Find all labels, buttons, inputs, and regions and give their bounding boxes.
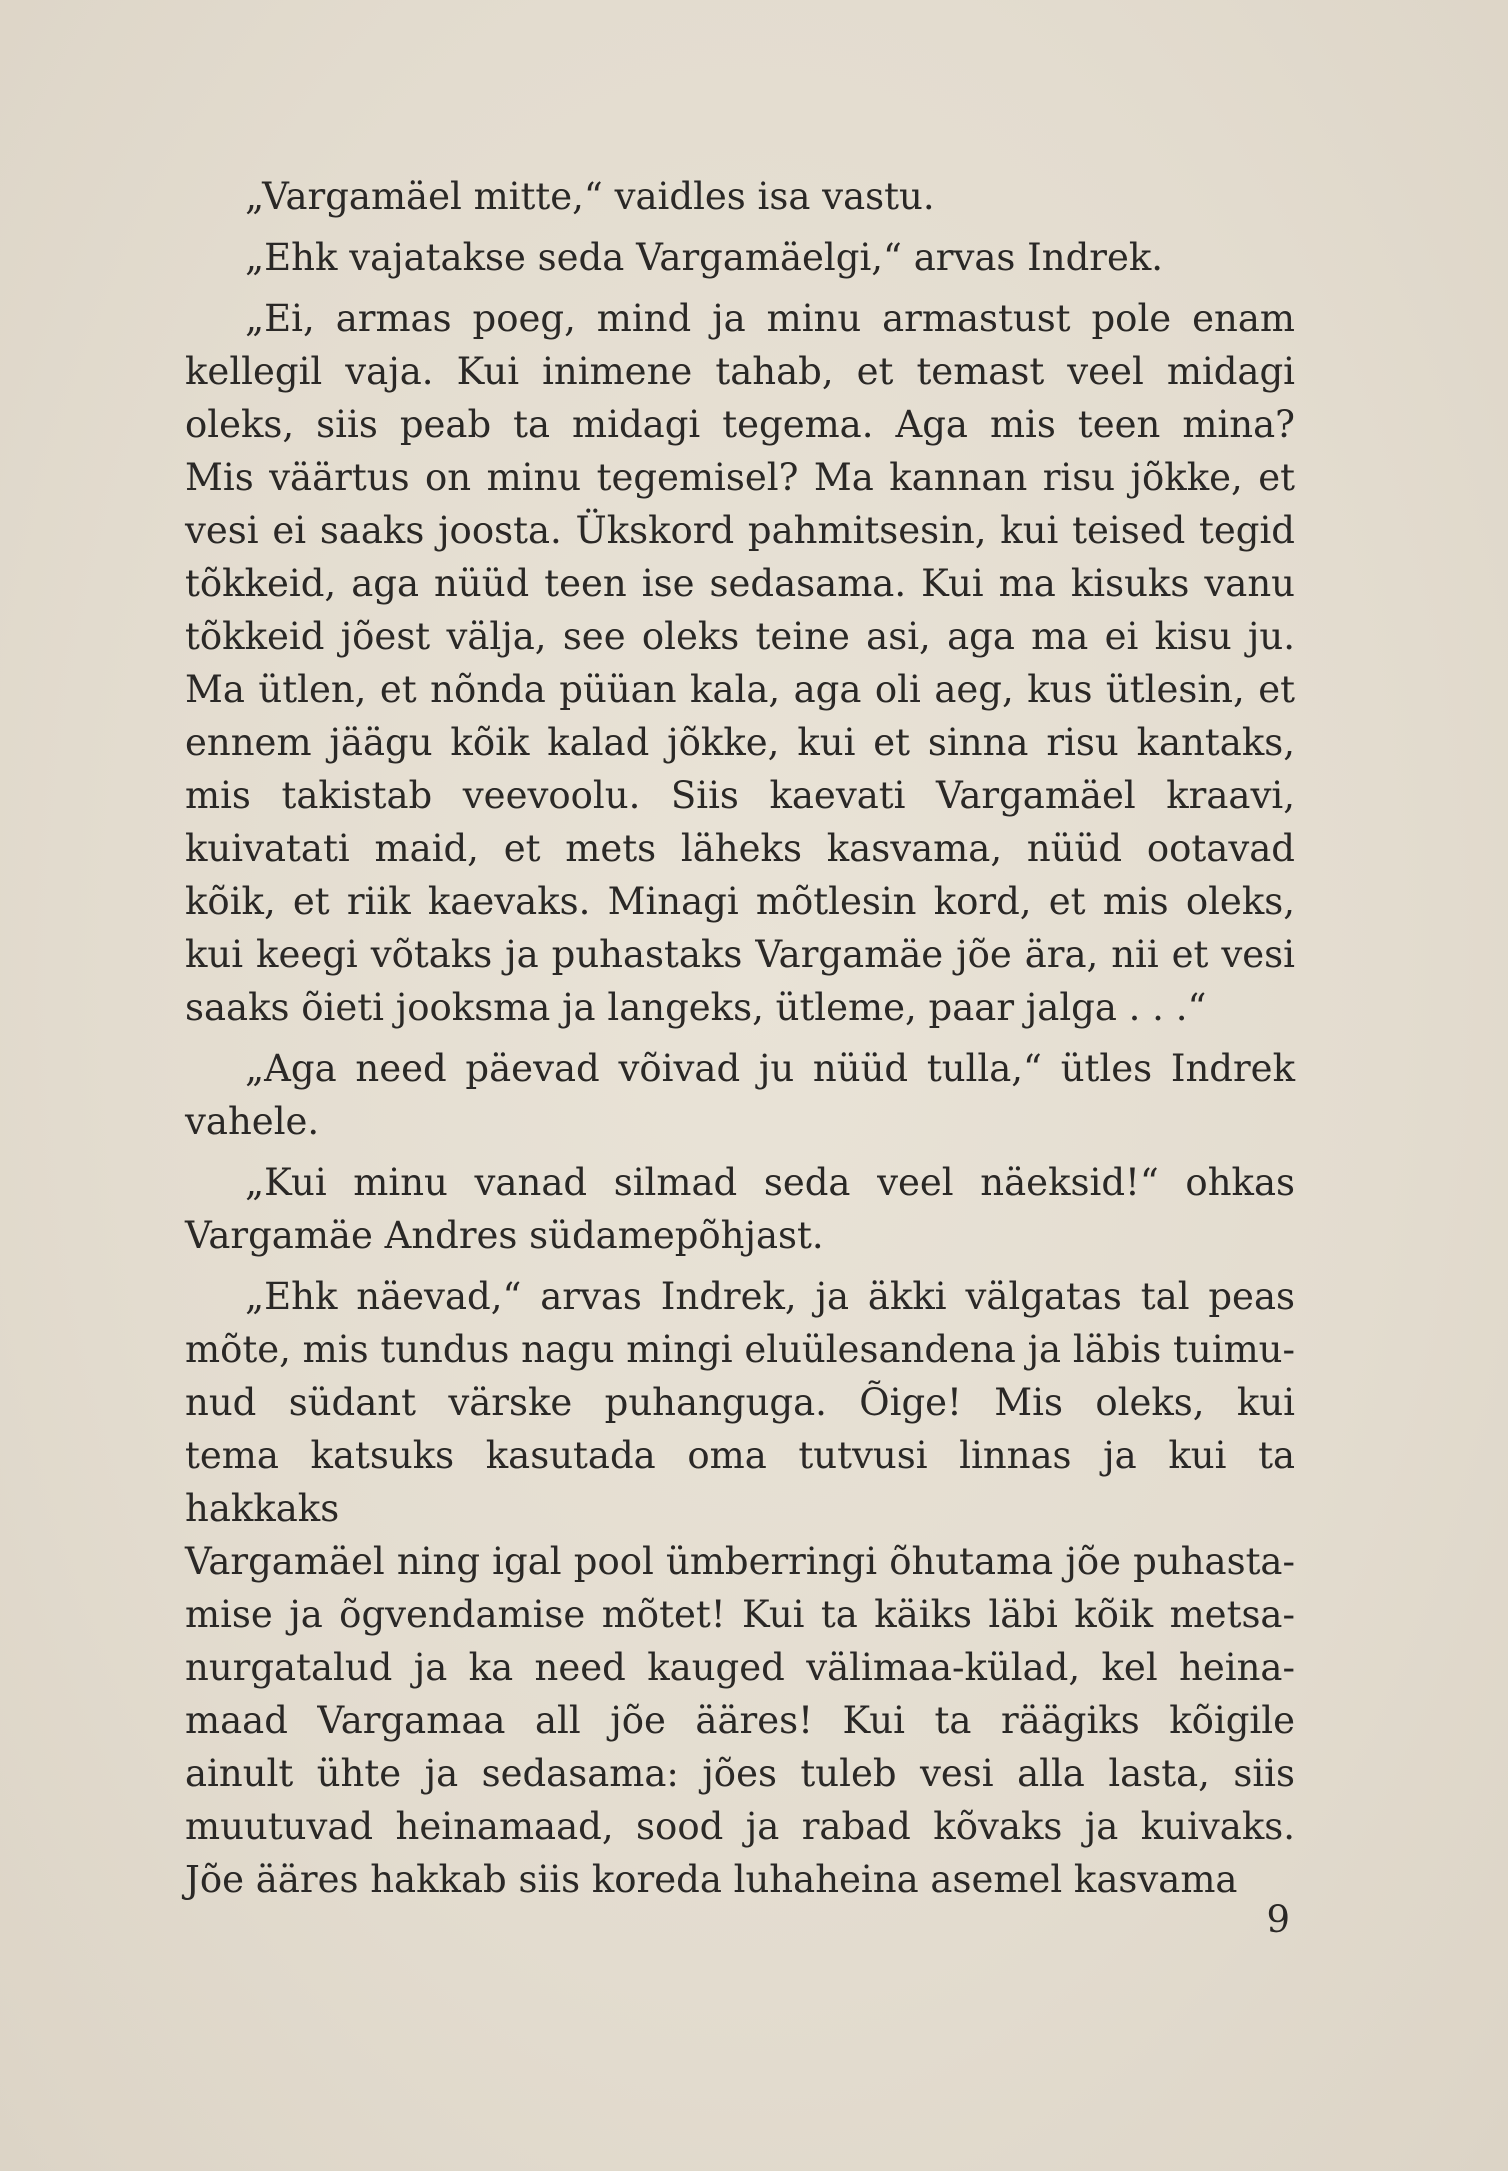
text-line: kui keegi võtaks ja puhastaks Vargamäe jõe ära, nii et vesi: [185, 933, 1295, 976]
page-number: 9: [1266, 1898, 1290, 1941]
text-line: muutuvad heinamaad, sood ja rabad kõvaks ja kuivaks.: [185, 1805, 1295, 1848]
text-line: kellegil vaja. Kui inimene tahab, et temast veel midagi: [185, 350, 1295, 393]
text-line: „Aga need päevad võivad ju nüüd tulla,“ ütles Indrek: [245, 1047, 1295, 1090]
body-text: [185, 170, 1295, 1914]
paragraph: [185, 1042, 1295, 1148]
text-line: maad Vargamaa all jõe ääres! Kui ta räägiks kõigile: [185, 1699, 1295, 1742]
text-line: vesi ei saaks joosta. Ükskord pahmitsesin, kui teised tegid: [185, 509, 1295, 552]
text-line: kuivatati maid, et mets läheks kasvama, nüüd ootavad: [185, 827, 1295, 870]
text-line: „Ehk vajatakse seda Vargamäelgi,“ arvas Indrek.: [245, 236, 1164, 279]
text-line: Vargamäel ning igal pool ümberringi õhutama jõe puhasta-: [185, 1540, 1295, 1583]
text-line: „Ehk näevad,“ arvas Indrek, ja äkki välgatas tal peas: [245, 1275, 1295, 1318]
paragraph: [185, 1156, 1295, 1262]
text-line: Ma ütlen, et nõnda püüan kala, aga oli aeg, kus ütlesin, et: [185, 668, 1295, 711]
text-line: ainult ühte ja sedasama: jões tuleb vesi alla lasta, siis: [185, 1752, 1295, 1795]
paragraph: [185, 170, 1295, 223]
text-line: nurgatalud ja ka need kauged välimaa-külad, kel heina-: [185, 1646, 1295, 1689]
text-line: tema katsuks kasutada oma tutvusi linnas ja kui ta hakkaks: [185, 1434, 1295, 1530]
text-line: ennem jäägu kõik kalad jõkke, kui et sinna risu kantaks,: [185, 721, 1295, 764]
text-line: kõik, et riik kaevaks. Minagi mõtlesin kord, et mis oleks,: [185, 880, 1295, 923]
text-line: saaks õieti jooksma ja langeks, ütleme, paar jalga . . .“: [185, 986, 1207, 1029]
text-line: mis takistab veevoolu. Siis kaevati Vargamäel kraavi,: [185, 774, 1295, 817]
text-line: „Vargamäel mitte,“ vaidles isa vastu.: [245, 175, 935, 218]
text-line: mise ja õgvendamise mõtet! Kui ta käiks läbi kõik metsa-: [185, 1593, 1295, 1636]
text-line: oleks, siis peab ta midagi tegema. Aga mis teen mina?: [185, 403, 1295, 446]
paragraph: [185, 231, 1295, 284]
text-line: „Kui minu vanad silmad seda veel näeksid!“ ohkas: [245, 1161, 1295, 1204]
text-line: tõkkeid, aga nüüd teen ise sedasama. Kui ma kisuks vanu: [185, 562, 1295, 605]
text-line: Vargamäe Andres südamepõhjast.: [185, 1214, 824, 1257]
text-line: „Ei, armas poeg, mind ja minu armastust pole enam: [245, 297, 1295, 340]
text-line: vahele.: [185, 1100, 320, 1143]
paragraph: [185, 292, 1295, 1034]
text-line: mõte, mis tundus nagu mingi eluülesandena ja läbis tuimu-: [185, 1328, 1295, 1371]
text-line: Mis väärtus on minu tegemisel? Ma kannan risu jõkke, et: [185, 456, 1295, 499]
text-line: nud südant värske puhanguga. Õige! Mis oleks, kui: [185, 1381, 1295, 1424]
text-line: tõkkeid jõest välja, see oleks teine asi, aga ma ei kisu ju.: [185, 615, 1295, 658]
text-line: Jõe ääres hakkab siis koreda luhaheina asemel kasvama: [185, 1858, 1238, 1901]
paragraph: [185, 1270, 1295, 1906]
